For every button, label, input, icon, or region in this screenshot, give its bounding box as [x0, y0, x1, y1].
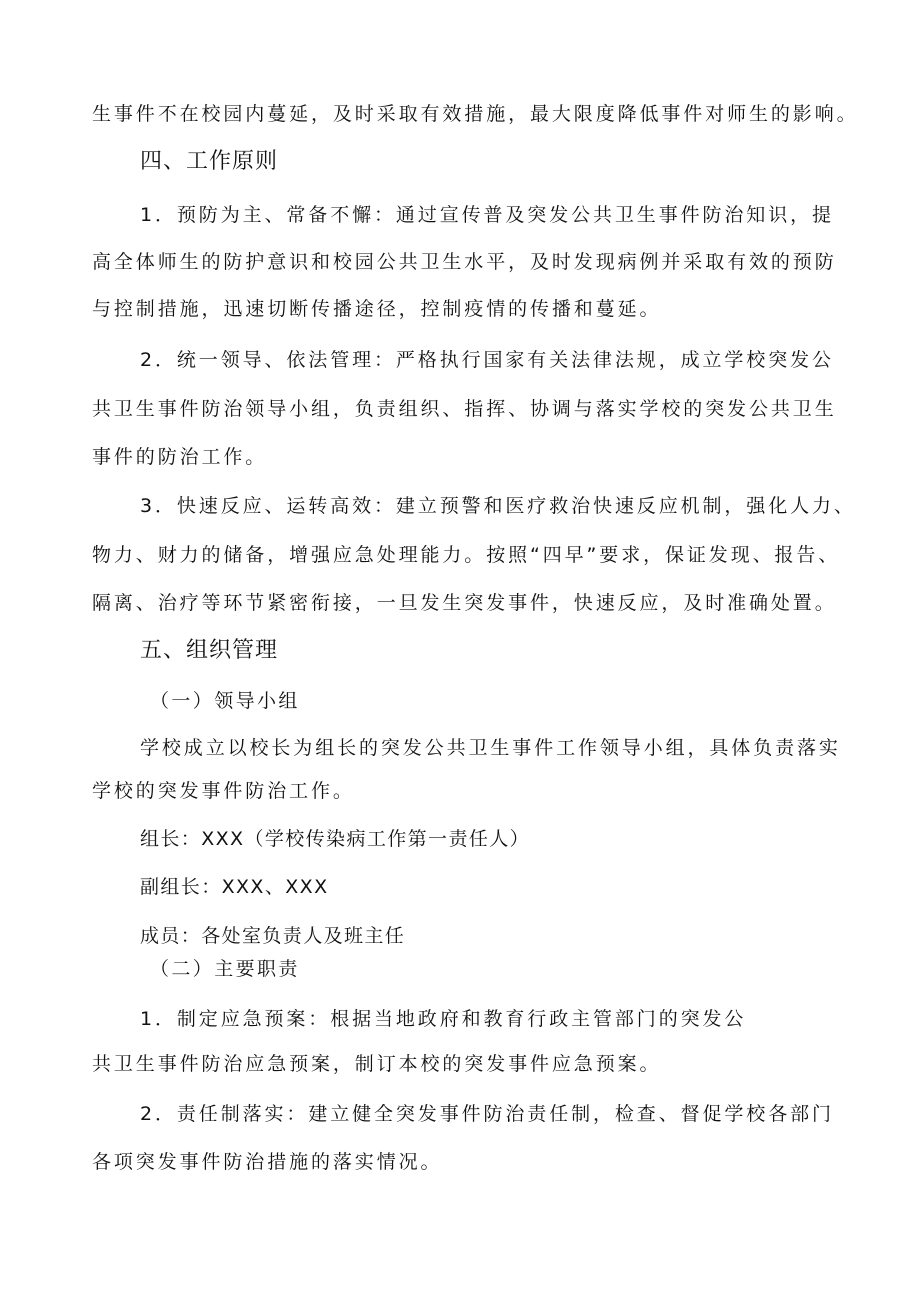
section-heading-organization: 五、组织管理	[140, 638, 279, 663]
paragraph-line: 物力、财力的储备，增强应急处理能力。按照“四早”要求，保证发现、报告、	[92, 544, 841, 566]
paragraph-line: 隔离、治疗等环节紧密衔接，一旦发生突发事件，快速反应，及时准确处置。	[92, 592, 837, 614]
paragraph-line: 各项突发事件防治措施的落实情况。	[92, 1151, 443, 1173]
paragraph-line: 1．预防为主、常备不懈：通过宣传普及突发公共卫生事件防治知识，提	[140, 204, 834, 226]
group-leader-line: 组长：XXX（学校传染病工作第一责任人）	[140, 828, 531, 850]
paragraph-line: 与控制措施，迅速切断传播途径，控制疫情的传播和蔓延。	[92, 298, 662, 320]
paragraph-line: 高全体师生的防护意识和校园公共卫生水平，及时发现病例并采取有效的预防	[92, 251, 837, 273]
paragraph-line: 3．快速反应、运转高效：建立预警和医疗救治快速反应机制，强化人力、	[140, 495, 856, 517]
paragraph-line: 生事件不在校园内蔓延，及时采取有效措施，最大限度降低事件对师生的影响。	[92, 103, 859, 125]
paragraph-line: 共卫生事件防治领导小组，负责组织、指挥、协调与落实学校的突发公共卫生	[92, 398, 837, 420]
paragraph-line: 1．制定应急预案：根据当地政府和教育行政主管部门的突发公	[140, 1008, 747, 1030]
members-line: 成员：各处室负责人及班主任	[140, 925, 406, 947]
paragraph-line: 学校的突发事件防治工作。	[92, 780, 355, 802]
paragraph-line: 2．统一领导、依法管理：严格执行国家有关法律法规，成立学校突发公	[140, 349, 834, 371]
paragraph-line: 共卫生事件防治应急预案，制订本校的突发事件应急预案。	[92, 1053, 662, 1075]
deputy-leader-line: 副组长：XXX、XXX	[140, 876, 329, 898]
paragraph-line: 事件的防治工作。	[92, 446, 268, 468]
paragraph-line: 2．责任制落实：建立健全突发事件防治责任制，检查、督促学校各部门	[140, 1103, 834, 1125]
subsection-heading-leading-group: （一）领导小组	[150, 690, 300, 712]
section-heading-work-principles: 四、工作原则	[140, 149, 279, 174]
subsection-heading-main-duties: （二）主要职责	[150, 958, 300, 980]
paragraph-line: 学校成立以校长为组长的突发公共卫生事件工作领导小组，具体负责落实	[140, 737, 841, 759]
